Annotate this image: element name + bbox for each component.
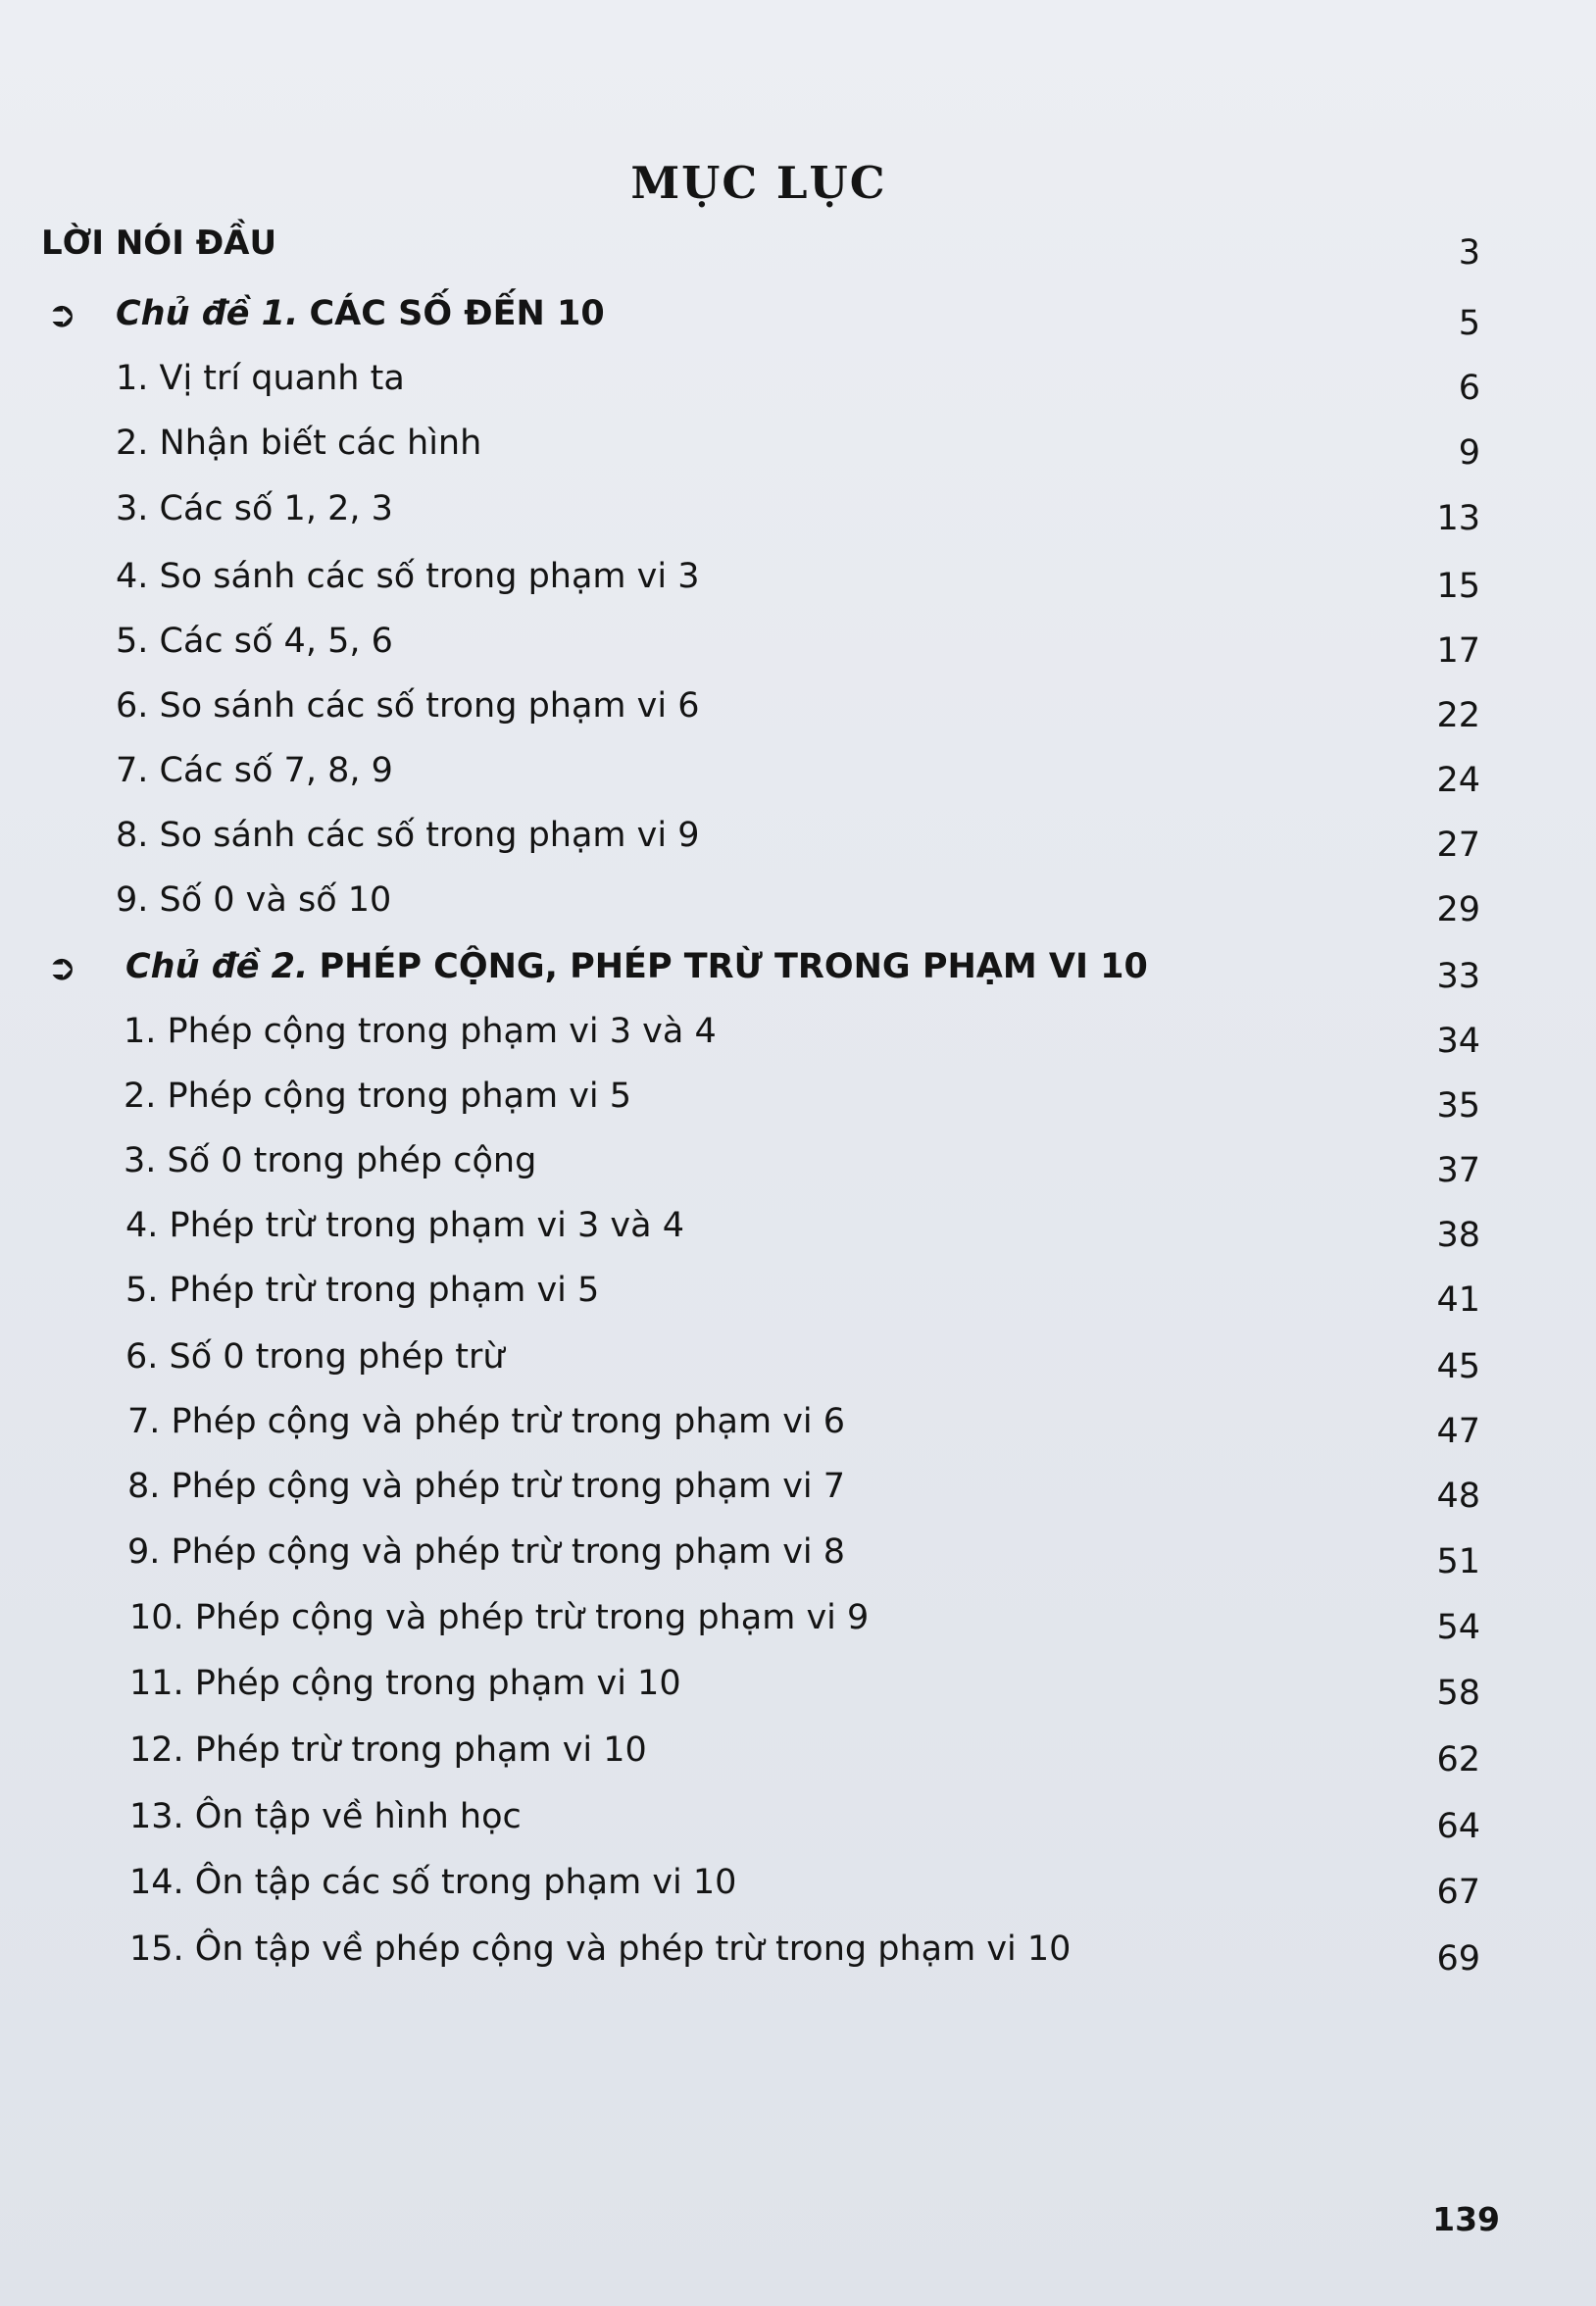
toc-item-page: 41: [1436, 1280, 1480, 1320]
toc-item-label: 7. Các số 7, 8, 9: [116, 751, 393, 790]
toc-item-page: 35: [1436, 1086, 1480, 1126]
toc-item-label: 9. Số 0 và số 10: [116, 880, 392, 920]
toc-item-page: 17: [1436, 631, 1480, 671]
toc-item-page: 58: [1436, 1674, 1480, 1713]
toc-item-label: 4. Phép trừ trong phạm vi 3 và 4: [125, 1206, 684, 1245]
toc-item-label: 3. Các số 1, 2, 3: [116, 489, 393, 528]
toc-item-page: 24: [1436, 761, 1480, 800]
toc-item-page: 38: [1436, 1216, 1480, 1255]
toc-item-label: 2. Phép cộng trong phạm vi 5: [124, 1077, 632, 1116]
toc-item-page: 62: [1436, 1740, 1480, 1780]
toc-item-page: 13: [1436, 499, 1480, 538]
toc-item-label: 3. Số 0 trong phép cộng: [124, 1141, 537, 1180]
chapter-2-row[interactable]: [0, 945, 1596, 1004]
chapter-1-row[interactable]: [0, 292, 1596, 351]
toc-item-page: 22: [1436, 696, 1480, 735]
toc-item[interactable]: [0, 1729, 1596, 1787]
toc-item[interactable]: [0, 1010, 1596, 1069]
toc-item-page: 47: [1436, 1412, 1480, 1451]
chapter-2-name: PHÉP CỘNG, PHÉP TRỪ TRONG PHẠM VI 10: [319, 947, 1148, 986]
toc-item-page: 48: [1436, 1477, 1480, 1516]
toc-item[interactable]: [0, 555, 1596, 614]
chapter-2-page: 33: [1436, 957, 1480, 996]
toc-item[interactable]: [0, 1400, 1596, 1459]
toc-item-page: 9: [1458, 433, 1480, 473]
toc-item[interactable]: [0, 1075, 1596, 1133]
chapter-1-prefix: Chủ đề 1.: [116, 294, 299, 333]
toc-item[interactable]: [0, 357, 1596, 416]
toc-item[interactable]: [0, 1465, 1596, 1524]
toc-item[interactable]: [0, 422, 1596, 480]
toc-item-page: 27: [1436, 826, 1480, 865]
toc-item-label: 8. So sánh các số trong phạm vi 9: [116, 816, 700, 855]
toc-item-label: 8. Phép cộng và phép trừ trong phạm vi 7: [127, 1467, 846, 1506]
toc-item-page: 54: [1436, 1608, 1480, 1647]
toc-item-label: 5. Các số 4, 5, 6: [116, 622, 393, 661]
toc-item-label: 2. Nhận biết các hình: [116, 424, 482, 463]
toc-item-page: 15: [1436, 567, 1480, 606]
preface-row[interactable]: [0, 222, 1596, 280]
chapter-1-name: CÁC SỐ ĐẾN 10: [309, 294, 605, 333]
page-title: MỤC LỤC: [630, 157, 887, 209]
toc-item-label: 11. Phép cộng trong phạm vi 10: [129, 1664, 681, 1703]
chapter-2-prefix: Chủ đề 2.: [125, 947, 309, 986]
toc-item[interactable]: [0, 814, 1596, 873]
toc-item[interactable]: [0, 749, 1596, 808]
arrow-right-circle-icon: ➲: [47, 295, 77, 335]
toc-item[interactable]: [0, 1204, 1596, 1263]
toc-item-label: 10. Phép cộng và phép trừ trong phạm vi 9: [129, 1598, 870, 1637]
toc-item-page: 45: [1436, 1347, 1480, 1386]
toc-item-label: 15. Ôn tập về phép cộng và phép trừ trong phạm vi 10: [129, 1930, 1072, 1969]
toc-item-page: 6: [1458, 369, 1480, 408]
preface-page: 3: [1458, 233, 1480, 273]
toc-item[interactable]: [0, 684, 1596, 743]
toc-item-label: 4. So sánh các số trong phạm vi 3: [116, 557, 700, 596]
toc-item-page: 34: [1436, 1022, 1480, 1061]
toc-item[interactable]: [0, 1861, 1596, 1920]
toc-item[interactable]: [0, 1269, 1596, 1328]
toc-item[interactable]: [0, 487, 1596, 546]
toc-item-label: 13. Ôn tập về hình học: [129, 1797, 522, 1836]
toc-item-label: 6. So sánh các số trong phạm vi 6: [116, 686, 700, 726]
toc-item[interactable]: [0, 1795, 1596, 1854]
toc-item[interactable]: [0, 1928, 1596, 1986]
toc-item[interactable]: [0, 1335, 1596, 1394]
toc-item-label: 9. Phép cộng và phép trừ trong phạm vi 8: [127, 1532, 846, 1572]
toc-item-label: 5. Phép trừ trong phạm vi 5: [125, 1271, 600, 1310]
toc-item-label: 7. Phép cộng và phép trừ trong phạm vi 6: [127, 1402, 846, 1441]
toc-item[interactable]: [0, 878, 1596, 937]
toc-item-page: 29: [1436, 890, 1480, 929]
arrow-right-circle-icon: ➲: [47, 948, 77, 988]
toc-item-page: 37: [1436, 1151, 1480, 1190]
toc-item[interactable]: [0, 1530, 1596, 1589]
toc-item-page: 67: [1436, 1873, 1480, 1912]
toc-item-label: 6. Số 0 trong phép trừ: [125, 1337, 505, 1377]
toc-item-label: 1. Phép cộng trong phạm vi 3 và 4: [124, 1012, 717, 1051]
toc-item[interactable]: [0, 1139, 1596, 1198]
page-number: 139: [1432, 2200, 1500, 2238]
toc-item-page: 64: [1436, 1807, 1480, 1846]
toc-item-page: 51: [1436, 1542, 1480, 1581]
chapter-1-page: 5: [1458, 304, 1480, 343]
preface-label: LỜI NÓI ĐẦU: [41, 224, 277, 263]
toc-item[interactable]: [0, 1596, 1596, 1655]
toc-item-label: 12. Phép trừ trong phạm vi 10: [129, 1730, 647, 1770]
toc-item[interactable]: [0, 1662, 1596, 1721]
toc-item[interactable]: [0, 620, 1596, 678]
toc-item-label: 1. Vị trí quanh ta: [116, 359, 405, 398]
toc-item-page: 69: [1436, 1939, 1480, 1979]
toc-item-label: 14. Ôn tập các số trong phạm vi 10: [129, 1863, 737, 1902]
